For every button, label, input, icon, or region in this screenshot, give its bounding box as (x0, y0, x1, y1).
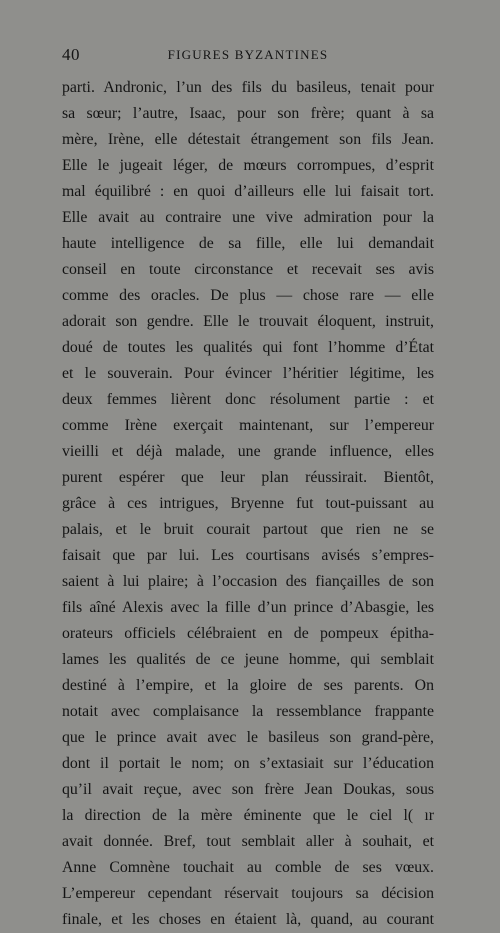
text-line: Elle le jugeait léger, de mœurs corrompues, d’esprit (62, 157, 434, 174)
text-line: mère, Irène, elle détestait étrangement son fils Jean. (62, 131, 434, 148)
text-line: purent espérer que leur plan réussirait. Bientôt, (62, 469, 434, 486)
text-line: saient à lui plaire; à l’occasion des fiançailles de son (62, 573, 434, 590)
text-line: deux femmes lièrent donc résolument partie : et (62, 391, 434, 408)
text-line: adorait son gendre. Elle le trouvait éloquent, instruit, (62, 313, 434, 330)
page-number: 40 (62, 45, 80, 64)
text-line: vieilli et déjà malade, une grande influence, elles (62, 443, 434, 460)
text-line: la direction de la mère éminente que le ciel l( ır (62, 807, 434, 824)
text-line: L’empereur cependant réservait toujours sa décision (62, 885, 434, 902)
text-line: destiné à l’empire, et la gloire de ses parents. On (62, 677, 434, 694)
text-line: haute intelligence de sa fille, elle lui demandait (62, 235, 434, 252)
text-line: Anne Comnène touchait au comble de ses vœux. (62, 859, 434, 876)
text-line: que le prince avait avec le basileus son grand-père, (62, 729, 434, 746)
text-line: grâce à ces intrigues, Bryenne fut tout-puissant au (62, 495, 434, 512)
text-line: doué de toutes les qualités qui font l’homme d’État (62, 339, 434, 356)
text-line: finale, et les choses en étaient là, quand, au courant (62, 911, 434, 928)
text-line: Elle avait au contraire une vive admiration pour la (62, 209, 434, 226)
text-line: fils aîné Alexis avec la fille d’un prince d’Abasgie, les (62, 599, 434, 616)
text-line: parti. Andronic, l’un des fils du basileus, tenait pour (62, 79, 434, 96)
text-line: faisait que par lui. Les courtisans avisés s’empres- (62, 547, 434, 564)
text-line: qu’il avait reçue, avec son frère Jean Doukas, sous (62, 781, 434, 798)
text-line: conseil en toute circonstance et recevait ses avis (62, 261, 434, 278)
text-line: et le souverain. Pour évincer l’héritier légitime, les (62, 365, 434, 382)
text-line: lames les qualités de ce jeune homme, qui semblait (62, 651, 434, 668)
text-line: palais, et le bruit courait partout que rien ne se (62, 521, 434, 538)
text-line: sa sœur; l’autre, Isaac, pour son frère; quant à sa (62, 105, 434, 122)
text-line: comme Irène exerçait maintenant, sur l’empereur (62, 417, 434, 434)
text-line: dont il portait le nom; on s’extasiait sur l’éducation (62, 755, 434, 772)
text-line: notait avec complaisance la ressemblance frappante (62, 703, 434, 720)
text-line: orateurs officiels célébraient en de pompeux épitha- (62, 625, 434, 642)
page-header (62, 44, 434, 66)
text-line: avait donnée. Bref, tout semblait aller à souhait, et (62, 833, 434, 850)
running-title: FIGURES BYZANTINES (167, 47, 329, 62)
body-text (62, 75, 434, 933)
text-line: mal équilibré : en quoi d’ailleurs elle lui faisait tort. (62, 183, 434, 200)
text-line: comme des oracles. De plus — chose rare — elle (62, 287, 434, 304)
